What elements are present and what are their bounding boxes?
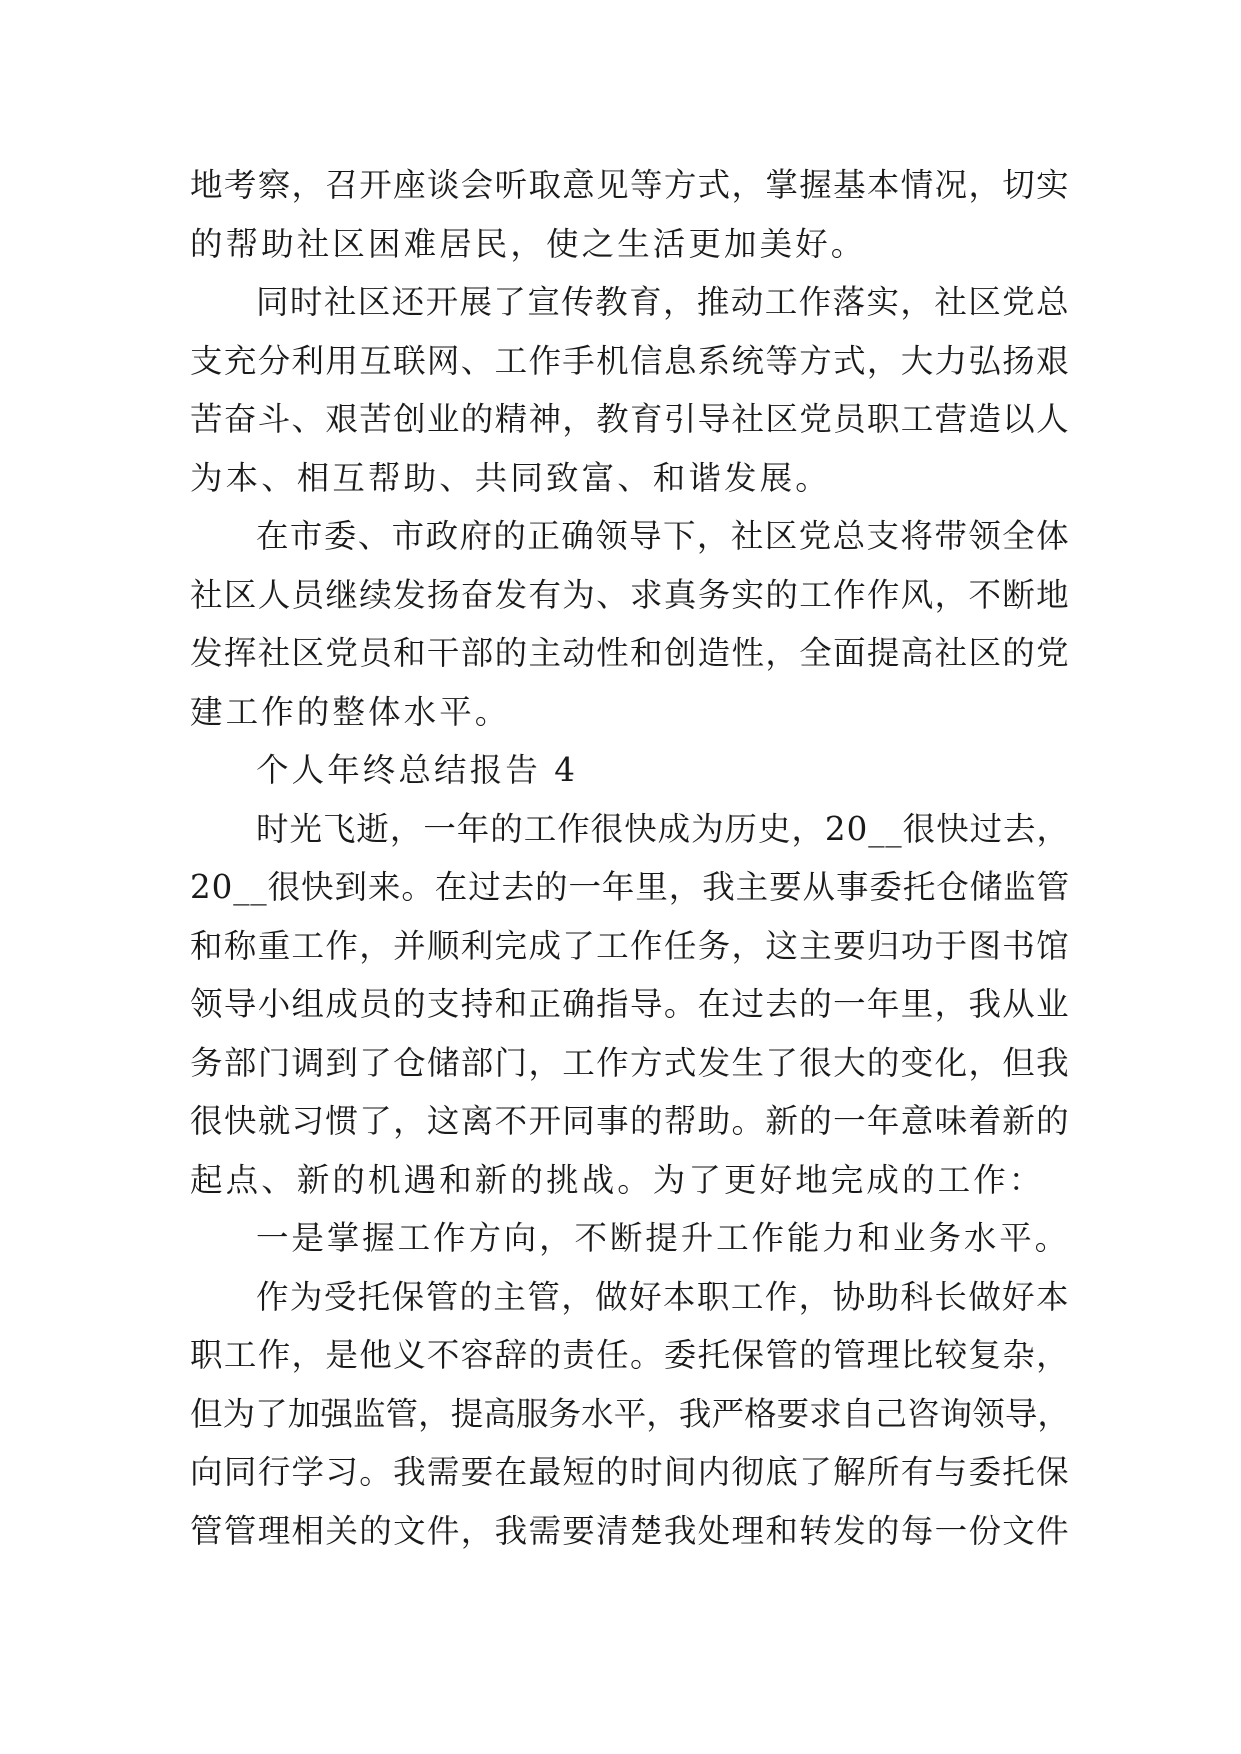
paragraph-start-line: 作为受托保管的主管，做好本职工作，协助科长做好本 bbox=[256, 1277, 1070, 1316]
paragraph-start-line: 一是掌握工作方向，不断提升工作能力和业务水平。 bbox=[256, 1219, 1070, 1257]
text-line: 建工作的整体水平。 bbox=[190, 692, 511, 731]
paragraph-start-line: 时光飞逝，一年的工作很快成为历史，20__很快过去， bbox=[256, 809, 1070, 848]
text-line: 支充分利用互联网、工作手机信息系统等方式，大力弘扬艰 bbox=[190, 341, 1070, 380]
text-line: 向同行学习。我需要在最短的时间内彻底了解所有与委托保 bbox=[190, 1453, 1070, 1491]
text-line: 地考察，召开座谈会听取意见等方式，掌握基本情况，切实 bbox=[190, 166, 1070, 204]
text-line: 苦奋斗、艰苦创业的精神，教育引导社区党员职工营造以人 bbox=[190, 400, 1070, 438]
text-line: 发挥社区党员和干部的主动性和创造性，全面提高社区的党 bbox=[190, 634, 1070, 672]
text-line: 20__很快到来。在过去的一年里，我主要从事委托仓储监管 bbox=[190, 868, 1070, 906]
text-line: 领导小组成员的支持和正确指导。在过去的一年里，我从业 bbox=[190, 985, 1070, 1023]
text-line: 管管理相关的文件，我需要清楚我处理和转发的每一份文件 bbox=[190, 1511, 1070, 1550]
text-line: 和称重工作，并顺利完成了工作任务，这主要归功于图书馆 bbox=[190, 926, 1070, 965]
text-line: 很快就习惯了，这离不开同事的帮助。新的一年意味着新的 bbox=[190, 1102, 1070, 1140]
text-line: 起点、新的机遇和新的挑战。为了更好地完成的工作： bbox=[190, 1160, 1045, 1199]
text-line: 但为了加强监管，提高服务水平，我严格要求自己咨询领导， bbox=[190, 1394, 1070, 1433]
text-line: 为本、相互帮助、共同致富、和谐发展。 bbox=[190, 458, 831, 497]
text-line: 的帮助社区困难居民，使之生活更加美好。 bbox=[190, 224, 867, 263]
text-line: 务部门调到了仓储部门，工作方式发生了很大的变化，但我 bbox=[190, 1043, 1070, 1082]
text-line: 社区人员继续发扬奋发有为、求真务实的工作作风，不断地 bbox=[190, 575, 1070, 614]
document-body bbox=[190, 156, 1070, 1560]
text-line: 职工作，是他义不容辞的责任。委托保管的管理比较复杂， bbox=[190, 1336, 1070, 1374]
paragraph-start-line: 同时社区还开展了宣传教育，推动工作落实，社区党总 bbox=[256, 283, 1070, 321]
section-heading: 个人年终总结报告 4 bbox=[256, 751, 579, 789]
paragraph-start-line: 在市委、市政府的正确领导下，社区党总支将带领全体 bbox=[256, 517, 1070, 555]
